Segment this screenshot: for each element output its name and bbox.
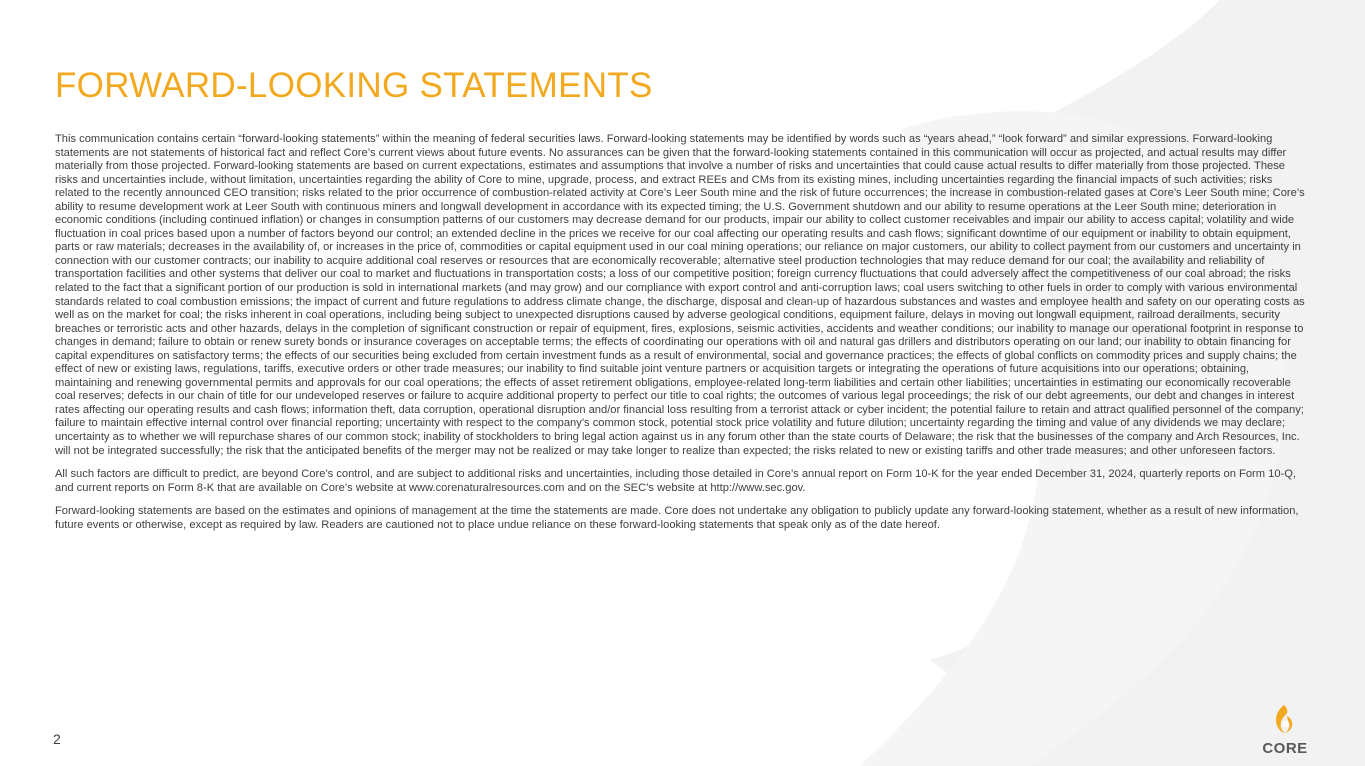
page-number: 2 [53, 731, 61, 747]
paragraph-factors: All such factors are difficult to predict, are beyond Core’s control, and are subject to additional risks and uncertainties, including those detailed in Core’s annual report on Form 10-K for the year ended December 31, 2024, quarterly reports on Form 10-Q, and current reports on Form 8-K that are available on Core’s website at www.corenaturalresources.com and on the SEC’s website at http://www.sec.gov. [55, 468, 1296, 494]
page-title: FORWARD-LOOKING STATEMENTS [55, 66, 653, 105]
paragraph-estimates: Forward-looking statements are based on the estimates and opinions of management at the time the statements are made. Core does not undertake any obligation to publicly update any forward-looking statement, whether as a result of new information, future events or otherwise, except as required by law. Readers are cautioned not to place undue reliance on these forward-looking statements that speak only as of the date hereof. [55, 505, 1299, 531]
core-flame-logo-icon [1272, 704, 1296, 734]
logo-wordmark: CORE [1262, 740, 1308, 757]
core-logo [1258, 704, 1312, 760]
paragraph-risks: This communication contains certain “forward-looking statements” within the meaning of federal securities laws. Forward-looking statements may be identified by words such as “years ahead,” “look forward” and similar expressions. Forward-looking statements are not statements of historical fact and reflect Core’s current views about future events. No assurances can be given that the forward-looking statements contained in this communication will occur as projected, and actual results may differ materially from those projected. Forward-looking statements are based on current expectations, estimates and assumptions that involve a number of risks and uncertainties that could cause actual results to differ materially from those projected. These risks and uncertainties include, without limitation, uncertainties regarding the ability of Core to mine, upgrade, process, and extract REEs and CMs from its existing mines, including uncertainties regarding the financial impacts of such activities; risks related to the recently announced CEO transition; risks related to the prior occurrence of combustion-related activity at Core’s Leer South mine and the risk of future occurrences; the increase in combustion-related gases at Core’s Leer South mine; Core’s ability to resume development work at Leer South with continuous miners and longwall development in accordance with its expected timing; the U.S. Government shutdown and our ability to resume operations at the Leer South mine; deterioration in economic conditions (including continued inflation) or changes in consumption patterns of our customers may decrease demand for our products, impair our ability to collect customer receivables and impair our ability to access capital; volatility and wide fluctuation in coal prices based upon a number of factors beyond our control; an extended decline in the prices we receive for our coal affecting our operating results and cash flows; significant downtime of our equipment or inability to obtain equipment, parts or raw materials; decreases in the availability of, or increases in the price of, commodities or capital equipment used in our coal mining operations; our reliance on major customers, our ability to collect payment from our customers and uncertainty in connection with our customer contracts; our inability to acquire additional coal reserves or resources that are economically recoverable; alternative steel production technologies that may reduce demand for our coal; the availability and reliability of transportation facilities and other systems that deliver our coal to market and fluctuations in transportation costs; a loss of our competitive position; foreign currency fluctuations that could adversely affect the competitiveness of our coal abroad; the risks related to the fact that a significant portion of our production is sold in international markets (and may grow) and our compliance with export control and anti-corruption laws; coal users switching to other fuels in order to comply with various environmental standards related to coal combustion emissions; the impact of current and future regulations to address climate change, the discharge, disposal and clean-up of hazardous substances and wastes and employee health and safety on our operating costs as well as on the market for coal; the risks inherent in coal operations, including being subject to unexpected disruptions caused by adverse geological conditions, equipment failure, delays in moving out longwall equipment, railroad derailments, security breaches or terroristic acts and other hazards, delays in the completion of significant construction or repair of equipment, fires, explosions, seismic activities, accidents and weather conditions; our inability to manage our operational footprint in response to changes in demand; failure to obtain or renew surety bonds or insurance coverages on acceptable terms; the effects of coordinating our operations with oil and natural gas drillers and distributors operating on our land; our inability to obtain financing for capital expenditures on satisfactory terms; the effects of our securities being excluded from certain investment funds as a result of environmental, social and governance practices; the effects of global conflicts on commodity prices and supply chains; the effect of new or existing laws, regulations, tariffs, executive orders or other trade measures; our inability to find suitable joint venture partners or acquisition targets or integrating the operations of future acquisitions into our operations; obtaining, maintaining and renewing governmental permits and approvals for our coal operations; the effects of asset retirement obligations, employee-related long-term liabilities and certain other liabilities; uncertainties in estimating our economically recoverable coal reserves; defects in our chain of title for our undeveloped reserves or failure to acquire additional property to perfect our title to coal rights; the outcomes of various legal proceedings; the risk of our debt agreements, our debt and changes in interest rates affecting our operating results and cash flows; information theft, data corruption, operational disruption and/or financial loss resulting from a terrorist attack or cyber incident; the potential failure to retain and attract qualified personnel of the company; failure to maintain effective internal control over financial reporting; uncertainty with respect to the company’s common stock, potential stock price volatility and future dilution; uncertainty regarding the timing and value of any dividends we may declare; uncertainty as to whether we will repurchase shares of our common stock; inability of stockholders to bring legal action against us in any forum other than the state courts of Delaware; the risk that the businesses of the company and Arch Resources, Inc. will not be integrated successfully; the risk that the anticipated benefits of the merger may not be realized or may take longer to realize than expected; the risks related to new or existing tariffs and other trade measures; and other unforeseen factors. [55, 133, 1305, 457]
disclaimer-body [55, 133, 1305, 542]
